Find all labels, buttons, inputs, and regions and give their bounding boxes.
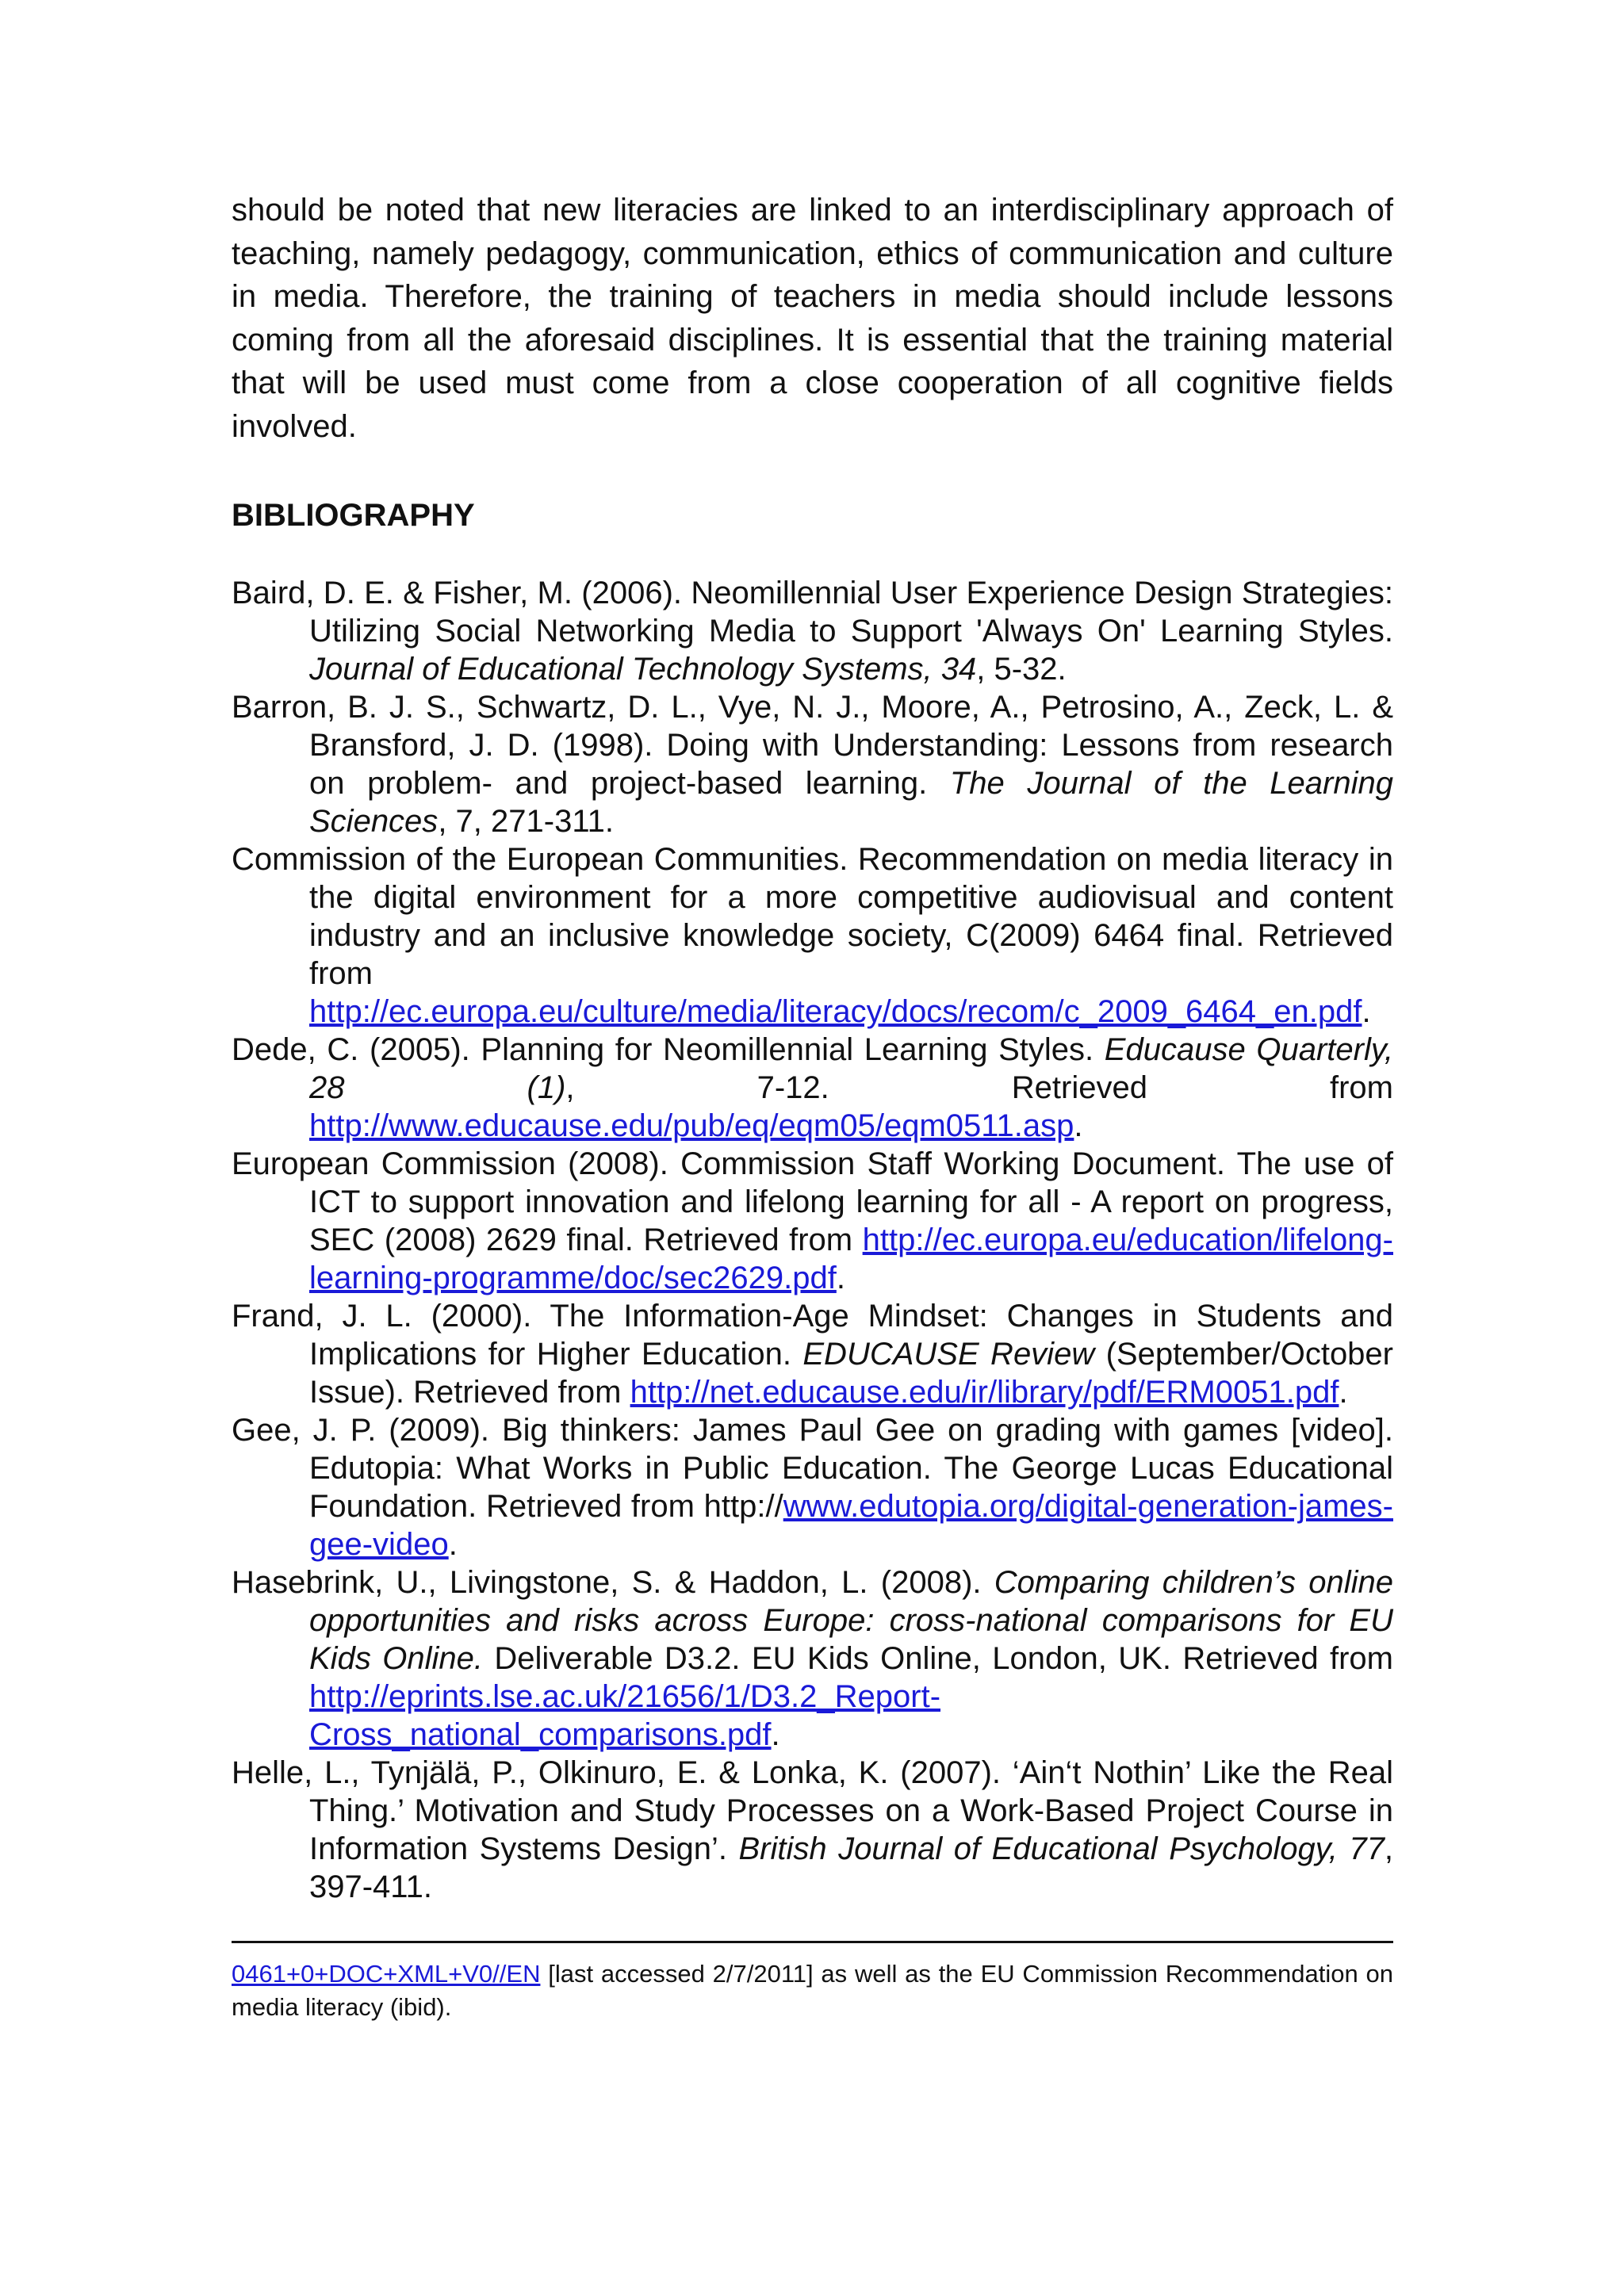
reference-journal: British Journal of Educational Psychology, 77 [738,1831,1385,1866]
reference-commission-ec [232,840,1393,1031]
reference-text: Dede, C. (2005). Planning for Neomillennial Learning Styles. [232,1032,1105,1067]
footnote-divider [232,1941,1393,1943]
reference-link[interactable]: http://www.educause.edu/pub/eq/eqm05/eqm0511.asp [309,1108,1074,1143]
reference-baird [232,574,1393,688]
reference-link[interactable]: http://eprints.lse.ac.uk/21656/1/D3.2_Report-Cross_national_comparisons.pdf [309,1679,941,1752]
reference-european-commission [232,1145,1393,1297]
reference-dede [232,1031,1393,1145]
reference-trailing: . [771,1717,780,1752]
reference-frand [232,1297,1393,1411]
reference-detail: (September/October Issue). Retrieved from [309,1337,1393,1410]
reference-detail: , 5-32. [976,652,1067,687]
footnote-link[interactable]: 0461+0+DOC+XML+V0//EN [232,1960,541,1988]
reference-detail: , 7-12. Retrieved from [565,1070,1393,1105]
reference-text: Barron, B. J. S., Schwartz, D. L., Vye, N. J., Moore, A., Petrosino, A., Zeck, L. & Bransford, J. D. (1998). Doing with Understanding: Lessons from research on problem- and project-based learning. [232,690,1393,801]
reference-trailing: . [448,1527,458,1562]
reference-journal: Journal of Educational Technology Systems, 34 [309,652,977,687]
reference-link[interactable]: http://ec.europa.eu/education/lifelong-learning-programme/doc/sec2629.pdf [309,1223,1393,1295]
reference-helle [232,1754,1393,1906]
reference-title: Comparing children’s online opportunities and risks across Europe: cross-national comparisons for EU Kids Online. [309,1565,1393,1676]
reference-link[interactable]: www.edutopia.org/digital-generation-james-gee-video [309,1489,1393,1562]
reference-detail: , 397-411. [309,1831,1393,1904]
document-page [232,189,1393,2024]
reference-hasebrink [232,1563,1393,1754]
reference-journal: Educause Quarterly, 28 (1) [309,1032,1393,1105]
reference-trailing: . [836,1261,845,1295]
reference-trailing: . [1339,1375,1348,1410]
reference-text: Hasebrink, U., Livingstone, S. & Haddon, L. (2008). [232,1565,994,1600]
footnote-text: [last accessed 2/7/2011] as well as the EU Commission Recommendation on media literacy (ibid). [232,1960,1393,2021]
reference-gee [232,1411,1393,1563]
footnote [232,1957,1393,2024]
reference-text: Frand, J. L. (2000). The Information-Age Mindset: Changes in Students and Implications for Higher Education. [232,1299,1393,1372]
bibliography-heading: BIBLIOGRAPHY [232,498,475,533]
bibliography-list [232,574,1393,1906]
reference-text: Commission of the European Communities. Recommendation on media literacy in the digital environment for a more competitive audiovisual and content industry and an inclusive knowledge society, C(2009) 6464 final. Retrieved from [232,842,1393,991]
reference-journal: The Journal of the Learning Sciences [309,766,1393,839]
reference-text: Gee, J. P. (2009). Big thinkers: James Paul Gee on grading with games [video]. Edutopia: What Works in Public Education. The George Lucas Educational Foundation. Retrieved from http:// [232,1413,1393,1524]
reference-detail: , 7, 271-311. [438,804,614,839]
reference-text: Baird, D. E. & Fisher, M. (2006). Neomillennial User Experience Design Strategies: Utilizing Social Networking Media to Support 'Always On' Learning Styles. [232,576,1393,649]
intro-paragraph: should be noted that new literacies are linked to an interdisciplinary approach of teaching, namely pedagogy, communication, ethics of communication and culture in media. Therefore, the training of teachers in media should include lessons coming from all the aforesaid disciplines. It is essential that the training material that will be used must come from a close cooperation of all cognitive fields involved. [232,193,1393,444]
reference-trailing: . [1074,1108,1083,1143]
reference-text: European Commission (2008). Commission Staff Working Document. The use of ICT to support innovation and lifelong learning for all - A report on progress, SEC (2008) 2629 final. Retrieved from [232,1146,1393,1257]
reference-text: Helle, L., Tynjälä, P., Olkinuro, E. & Lonka, K. (2007). ‘Ain‘t Nothin’ Like the Real Thing.’ Motivation and Study Processes on a Work-Based Project Course in Information Systems Design’. [232,1755,1393,1866]
reference-detail: Deliverable D3.2. EU Kids Online, London, UK. Retrieved from [482,1641,1393,1676]
reference-barron [232,688,1393,840]
reference-trailing: . [1362,994,1371,1029]
reference-link[interactable]: http://ec.europa.eu/culture/media/literacy/docs/recom/c_2009_6464_en.pdf [309,994,1362,1029]
reference-link[interactable]: http://net.educause.edu/ir/library/pdf/ERM0051.pdf [630,1375,1339,1410]
reference-journal: EDUCAUSE Review [802,1337,1095,1372]
